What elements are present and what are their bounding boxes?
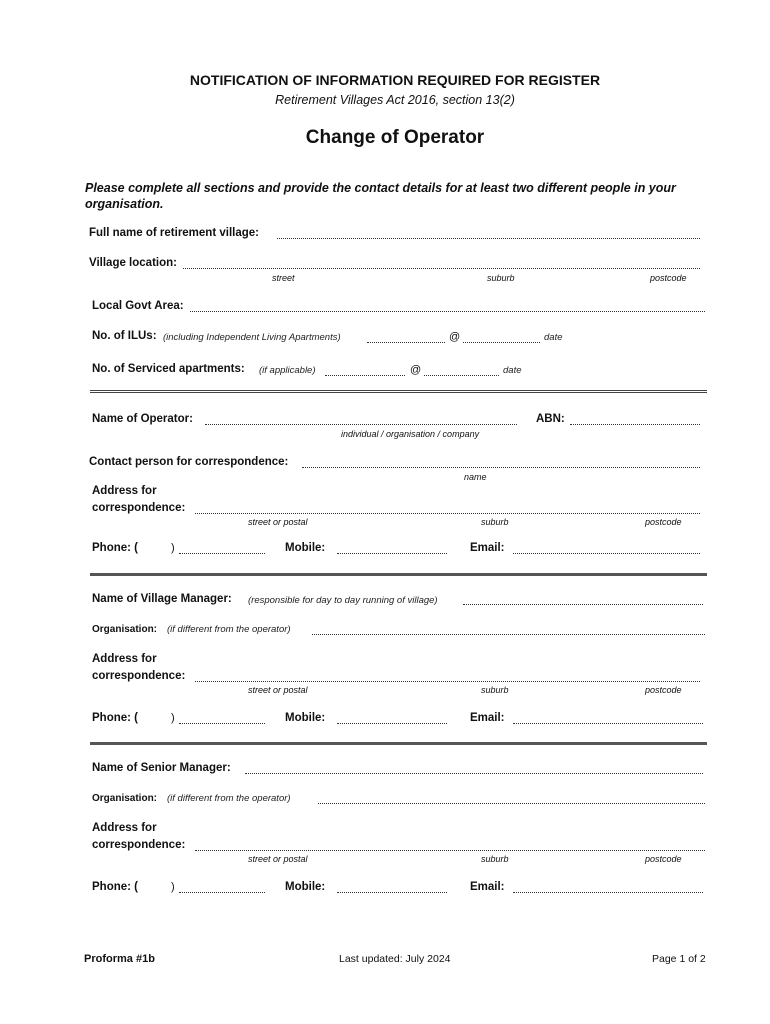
serviced-at: @: [410, 364, 422, 376]
serviced-hint: (if applicable): [259, 365, 316, 376]
operator-phone-label: Phone: (: [92, 542, 138, 554]
ilus-at: @: [449, 331, 461, 343]
sm-phone-field[interactable]: [179, 892, 265, 893]
sm-organisation-label: Organisation:: [92, 793, 158, 804]
sm-email-field[interactable]: [513, 892, 703, 893]
village-manager-label: Name of Village Manager:: [92, 593, 232, 605]
page-number: Page 1 of 2: [652, 953, 706, 965]
serviced-count-field[interactable]: [325, 375, 405, 376]
vm-mobile-label: Mobile:: [285, 712, 326, 724]
village-location-label: Village location:: [89, 257, 177, 269]
village-name-label: Full name of retirement village:: [89, 227, 259, 239]
vm-address-label-2: correspondence:: [92, 670, 186, 682]
postcode-hint: postcode: [650, 273, 687, 283]
contact-person-label: Contact person for correspondence:: [89, 456, 289, 468]
serviced-date-field[interactable]: [424, 375, 499, 376]
vm-organisation-field[interactable]: [312, 634, 705, 635]
sm-mobile-label: Mobile:: [285, 881, 326, 893]
ilus-count-field[interactable]: [367, 342, 445, 343]
section-divider: [90, 573, 707, 576]
lga-label: Local Govt Area:: [92, 300, 184, 312]
section-divider: [90, 742, 707, 745]
serviced-date-hint: date: [503, 365, 522, 376]
phone-paren: ): [171, 712, 175, 724]
vm-address-label: Address for: [92, 653, 157, 665]
operator-email-field[interactable]: [513, 553, 700, 554]
abn-field[interactable]: [570, 424, 700, 425]
village-name-field[interactable]: [277, 238, 700, 239]
page-title: Change of Operator: [305, 127, 485, 148]
suburb-hint: suburb: [481, 685, 509, 695]
ilus-date-hint: date: [544, 332, 563, 343]
postcode-hint: postcode: [645, 685, 682, 695]
phone-paren: ): [171, 881, 175, 893]
vm-organisation-label: Organisation:: [92, 624, 158, 635]
sm-mobile-field[interactable]: [337, 892, 447, 893]
suburb-hint: suburb: [481, 517, 509, 527]
street-hint: street: [272, 273, 295, 283]
form-heading: NOTIFICATION OF INFORMATION REQUIRED FOR REGISTER: [189, 72, 601, 88]
suburb-hint: suburb: [487, 273, 515, 283]
section-divider: [90, 390, 707, 393]
ilus-label: No. of ILUs:: [92, 330, 157, 342]
operator-address-field[interactable]: [195, 513, 700, 514]
lga-field[interactable]: [190, 311, 705, 312]
village-manager-hint: (responsible for day to day running of village): [248, 595, 438, 606]
suburb-hint: suburb: [481, 854, 509, 864]
vm-mobile-field[interactable]: [337, 723, 447, 724]
sm-email-label: Email:: [470, 881, 505, 893]
sm-address-label-2: correspondence:: [92, 839, 186, 851]
sm-address-label: Address for: [92, 822, 157, 834]
operator-address-label-2: correspondence:: [92, 502, 186, 514]
phone-paren: ): [171, 542, 175, 554]
ilus-date-field[interactable]: [463, 342, 540, 343]
street-postal-hint: street or postal: [248, 685, 308, 695]
ilus-hint: (including Independent Living Apartments): [163, 332, 341, 343]
postcode-hint: postcode: [645, 517, 682, 527]
operator-phone-field[interactable]: [179, 553, 265, 554]
senior-manager-label: Name of Senior Manager:: [92, 762, 231, 774]
vm-phone-label: Phone: (: [92, 712, 138, 724]
operator-name-field[interactable]: [205, 424, 517, 425]
abn-label: ABN:: [536, 413, 565, 425]
operator-name-hint: individual / organisation / company: [341, 429, 480, 439]
operator-mobile-field[interactable]: [337, 553, 447, 554]
sm-organisation-field[interactable]: [318, 803, 705, 804]
sm-organisation-hint: (if different from the operator): [167, 793, 291, 804]
operator-email-label: Email:: [470, 542, 505, 554]
sm-phone-label: Phone: (: [92, 881, 138, 893]
senior-manager-field[interactable]: [245, 773, 703, 774]
contact-person-hint: name: [464, 472, 487, 482]
sm-address-field[interactable]: [195, 850, 705, 851]
operator-name-label: Name of Operator:: [92, 413, 193, 425]
instructions: Please complete all sections and provide the contact details for at least two different people in your organisation.: [85, 181, 676, 211]
vm-organisation-hint: (if different from the operator): [167, 624, 291, 635]
village-location-field[interactable]: [183, 268, 700, 269]
vm-address-field[interactable]: [195, 681, 700, 682]
street-postal-hint: street or postal: [248, 517, 308, 527]
vm-email-label: Email:: [470, 712, 505, 724]
last-updated: Last updated: July 2024: [339, 953, 451, 965]
contact-person-field[interactable]: [302, 467, 700, 468]
operator-address-label: Address for: [92, 485, 157, 497]
postcode-hint: postcode: [645, 854, 682, 864]
street-postal-hint: street or postal: [248, 854, 308, 864]
vm-phone-field[interactable]: [179, 723, 265, 724]
serviced-label: No. of Serviced apartments:: [92, 363, 245, 375]
vm-email-field[interactable]: [513, 723, 703, 724]
proforma-number: Proforma #1b: [84, 953, 155, 965]
village-manager-field[interactable]: [463, 604, 703, 605]
operator-mobile-label: Mobile:: [285, 542, 326, 554]
form-subheading: Retirement Villages Act 2016, section 13(2): [275, 93, 515, 107]
